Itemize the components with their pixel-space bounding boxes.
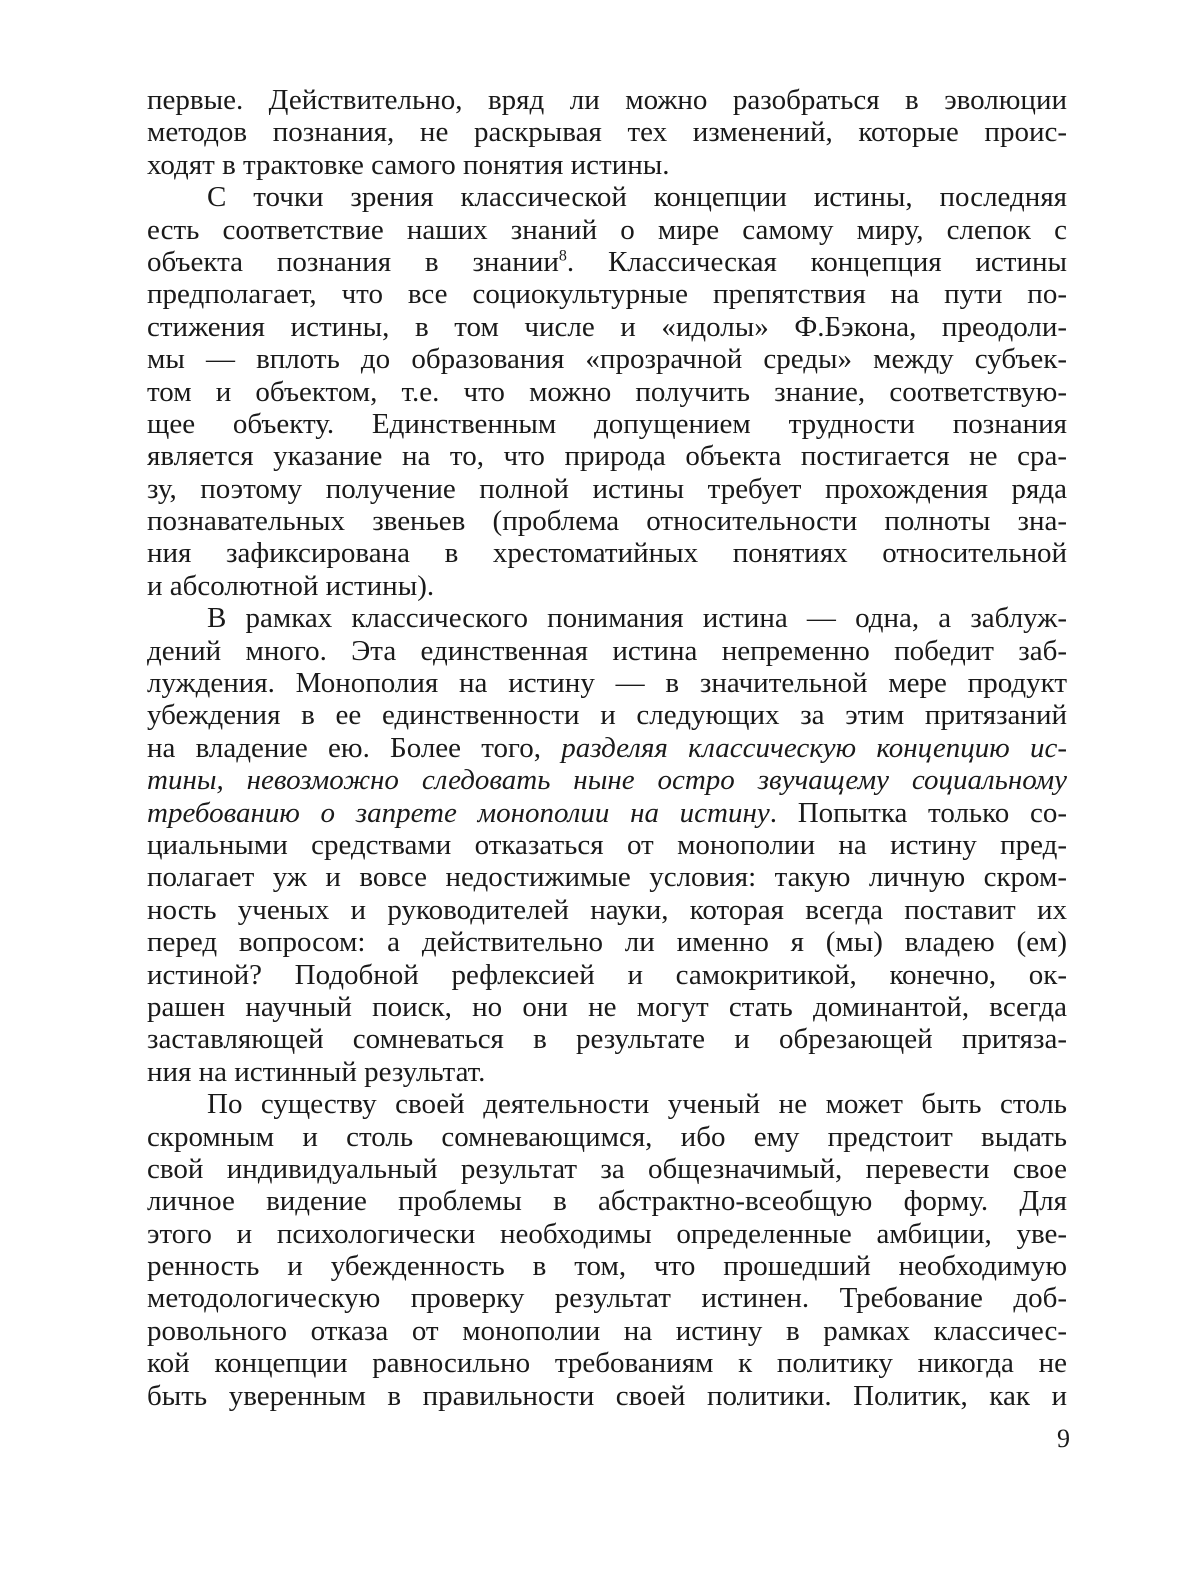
- text-line: есть соответствие наших знаний о мире самому миру, слепок с: [147, 213, 1067, 246]
- text-fragment: . Классическая концепция истины: [566, 245, 1067, 278]
- body-text: [147, 84, 1067, 1412]
- text-line: рашен научный поиск, но они не могут стать доминантой, всегда: [147, 990, 1067, 1023]
- text-line: кой концепции равносильно требованиям к политику никогда не: [147, 1347, 1067, 1380]
- text-line: [147, 797, 1067, 829]
- text-line: ходят в трактовке самого понятия истины.: [147, 148, 670, 181]
- text-line: быть уверенным в правильности своей политики. Политик, как и: [147, 1379, 1067, 1412]
- text-line: методов познания, не раскрывая тех изменений, которые проис-: [147, 116, 1067, 149]
- text-fragment: . Попытка только со-: [769, 796, 1067, 829]
- text-line: методологическую проверку результат истинен. Требование доб-: [147, 1282, 1067, 1315]
- text-line: перед вопросом: а действительно ли именно я (мы) владею (ем): [147, 926, 1067, 959]
- paragraph-2: [147, 181, 1067, 602]
- text-line: В рамках классического понимания истина — одна, а заблуж-: [207, 602, 1067, 635]
- text-line: [147, 246, 1067, 278]
- text-line: ность ученых и руководителей науки, которая всегда поставит их: [147, 893, 1067, 926]
- text-line: предполагает, что все социокультурные препятствия на пути по-: [147, 278, 1067, 311]
- text-line: истиной? Подобной рефлексией и самокритикой, конечно, ок-: [147, 958, 1067, 991]
- text-line: [147, 732, 1067, 764]
- text-fragment: объекта познания в знании: [147, 245, 559, 278]
- text-line: свой индивидуальный результат за общезначимый, перевести свое: [147, 1152, 1067, 1185]
- text-line: ренность и убежденность в том, что прошедший необходимую: [147, 1250, 1067, 1283]
- italic-line: тины, невозможно следовать ныне остро звучащему социальному: [147, 764, 1067, 797]
- text-line: заставляющей сомневаться в результате и обрезающей притяза-: [147, 1023, 1067, 1056]
- italic-emphasis: разделяя классическую концепцию ис-: [561, 731, 1067, 764]
- text-line: скромным и столь сомневающимся, ибо ему предстоит выдать: [147, 1120, 1067, 1153]
- text-line: том и объектом, т.е. что можно получить знание, соответствую-: [147, 375, 1067, 408]
- paragraph-3: [147, 602, 1067, 1088]
- text-line: стижения истины, в том числе и «идолы» Ф.Бэкона, преодоли-: [147, 310, 1067, 343]
- footnote-reference[interactable]: 8: [558, 247, 567, 265]
- text-line: луждения. Монополия на истину — в значительной мере продукт: [147, 667, 1067, 700]
- text-line: этого и психологически необходимы определенные амбиции, уве-: [147, 1217, 1067, 1250]
- paragraph-4: [147, 1088, 1067, 1412]
- text-line: С точки зрения классической концепции истины, последняя: [207, 181, 1067, 214]
- text-line: личное видение проблемы в абстрактно-всеобщую форму. Для: [147, 1185, 1067, 1218]
- text-fragment: на владение ею. Более того,: [147, 731, 562, 764]
- text-line: ния на истинный результат.: [147, 1055, 486, 1088]
- text-line: и абсолютной истины).: [147, 569, 435, 602]
- text-line: первые. Действительно, вряд ли можно разобраться в эволюции: [147, 84, 1067, 116]
- page-number: 9: [1057, 1424, 1070, 1453]
- text-line: полагает уж и вовсе недостижимые условия: такую личную скром-: [147, 861, 1067, 894]
- text-line: ровольного отказа от монополии на истину в рамках классичес-: [147, 1314, 1067, 1347]
- text-line: щее объекту. Единственным допущением трудности познания: [147, 407, 1067, 440]
- text-line: убеждения в ее единственности и следующих за этим притязаний: [147, 699, 1067, 732]
- italic-emphasis: требованию о запрете монополии на истину: [147, 796, 770, 829]
- text-line: зу, поэтому получение полной истины требует прохождения ряда: [147, 472, 1067, 505]
- text-line: мы — вплоть до образования «прозрачной среды» между субъек-: [147, 343, 1067, 376]
- text-line: является указание на то, что природа объекта постигается не сра-: [147, 440, 1067, 473]
- paragraph-1: [147, 84, 1067, 181]
- text-line: циальными средствами отказаться от монополии на истину пред-: [147, 828, 1067, 861]
- text-line: По существу своей деятельности ученый не может быть столь: [207, 1088, 1067, 1121]
- text-line: ния зафиксирована в хрестоматийных понятиях относительной: [147, 537, 1067, 570]
- text-line: познавательных звеньев (проблема относительности полноты зна-: [147, 505, 1067, 538]
- text-line: дений много. Эта единственная истина непременно победит заб-: [147, 634, 1067, 667]
